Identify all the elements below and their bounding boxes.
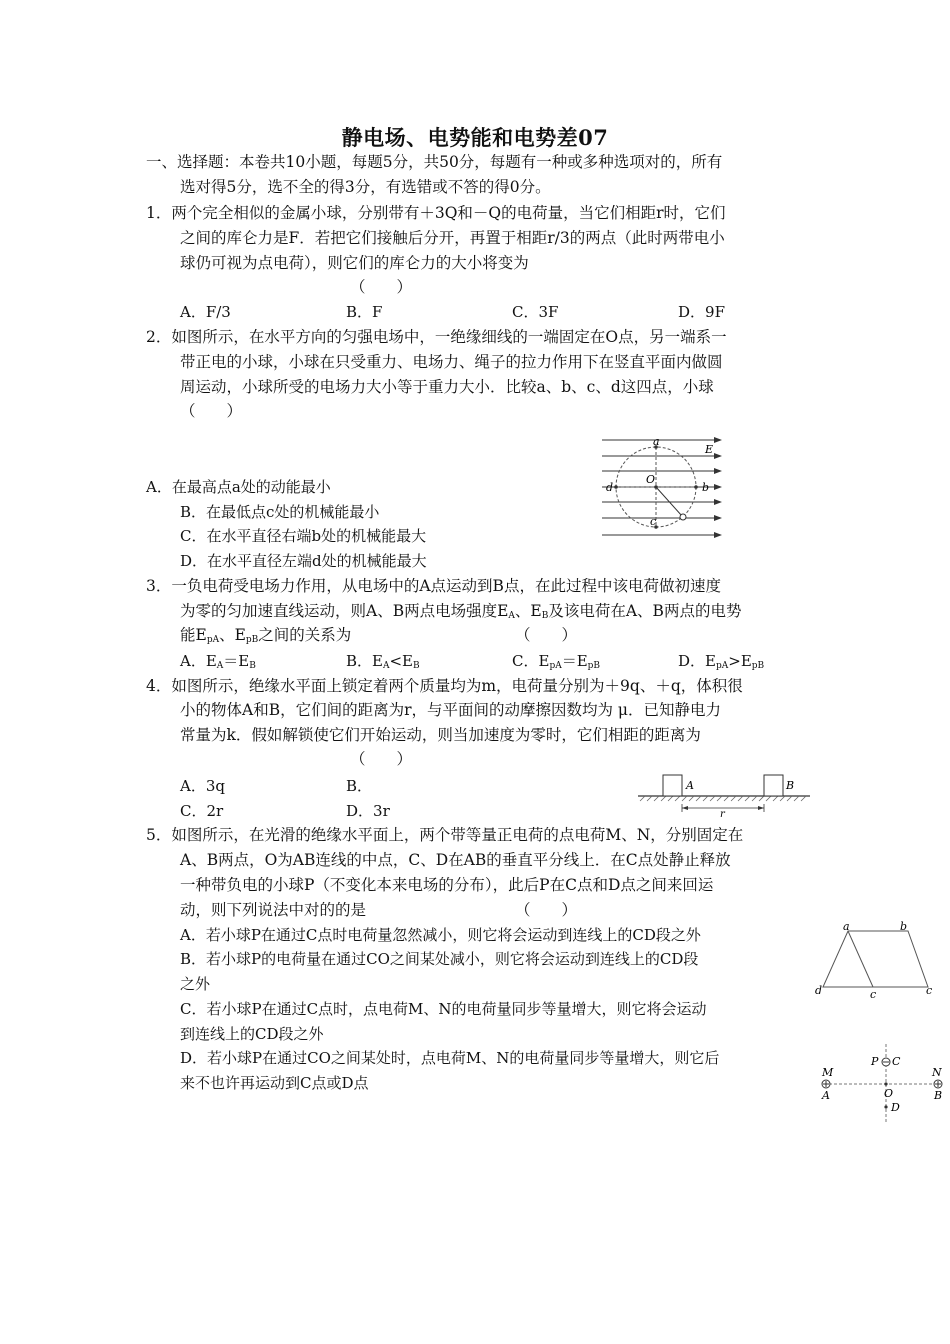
q3-option-b-text-2: <E	[389, 652, 414, 670]
q3-line-3	[180, 623, 351, 652]
q2-line-2: 带正电的小球，小球在只受重力、电场力、绳子的拉力作用下在竖直平面内做圆	[180, 353, 723, 371]
trap-label-c-right: c	[926, 984, 933, 997]
q3-option-d-text: D．E	[678, 652, 716, 670]
q3-option-a-sub-1: A	[216, 661, 224, 671]
q2-option-d: D．在水平直径左端d处的机械能最大	[180, 552, 427, 570]
q5-label-n: N	[932, 1066, 942, 1079]
q5-option-c-cont: 到连线上的CD段之外	[180, 1025, 324, 1043]
q3-line-3-text-a: 能E	[180, 626, 207, 644]
q3-option-a-text: A．E	[180, 652, 217, 670]
q2-answer-paren: （ ）	[180, 402, 243, 420]
q2-label-e: E	[705, 443, 714, 456]
q3-option-b-sub-2: B	[413, 661, 420, 671]
q5-charges-figure	[814, 1040, 944, 1126]
q2-label-b: b	[702, 481, 710, 494]
q3-option-c-text-2: ＝E	[561, 652, 588, 670]
q4-line-2: 小的物体A和B，它们间的距离为r，与平面间的动摩擦因数均为 μ．已知静电力	[180, 701, 721, 719]
q1-option-a: A．F/3	[180, 303, 231, 321]
section-intro-line-2: 选对得5分，选不全的得3分，有选错或不答的得0分。	[180, 178, 551, 196]
q3-option-a-text-2: ＝E	[223, 652, 250, 670]
q2-label-d: d	[606, 481, 614, 494]
q3-line-2-sub-1: A	[508, 611, 515, 621]
q3-line-2-text-b: 、E	[514, 602, 542, 620]
q3-option-c-sub-1: pA	[549, 661, 562, 671]
trap-label-d: d	[815, 984, 823, 997]
trap-label-b: b	[900, 920, 908, 933]
q5-line-2: A、B两点，O为AB连线的中点，C、D在AB的垂直平分线上．在C点处静止释放	[180, 851, 731, 869]
q4-option-a: A．3q	[180, 777, 225, 795]
q2-option-b: B．在最低点c处的机械能最小	[180, 503, 380, 521]
q3-line-2-text-c: 及该电荷在A、B两点的电势	[548, 602, 742, 620]
q5-option-a: A．若小球P在通过C点时电荷量忽然减小，则它将会运动到连线上的CD段之外	[180, 926, 701, 944]
q5-label-a: A	[822, 1089, 830, 1102]
q4-line-3: 常量为k．假如解锁使它们开始运动，则当加速度为零时，它们相距的距离为	[180, 726, 701, 744]
q4-option-c: C．2r	[180, 802, 224, 820]
q5-line-4: 动，则下列说法中对的的是	[180, 901, 367, 919]
q3-answer-paren: （ ）	[515, 626, 578, 644]
q5-label-o: O	[884, 1087, 894, 1100]
q3-line-3-sub-2: pB	[245, 635, 259, 645]
q5-option-c: C．若小球P在通过C点时，点电荷M、N的电荷量同步等量增大，则它将会运动	[180, 1000, 707, 1018]
q2-label-o: O	[646, 473, 656, 486]
q3-line-2-sub-2: B	[541, 611, 549, 621]
q2-field-circle-figure	[598, 434, 728, 546]
q4-line-1: 4．如图所示，绝缘水平面上锁定着两个质量均为m，电荷量分别为＋9q、＋q，体积很	[146, 677, 743, 695]
q4-answer-paren: （ ）	[350, 750, 413, 768]
page-title: 静电场、电势能和电势差07	[341, 125, 609, 150]
q3-line-2-text-a: 为零的匀加速直线运动，则A、B两点电场强度E	[180, 602, 509, 620]
q5-label-c: C	[892, 1055, 901, 1068]
trap-label-c: c	[870, 988, 877, 1001]
q3-option-a-sub-2: B	[249, 661, 256, 671]
q3-line-1: 3．一负电荷受电场力作用，从电场中的A点运动到B点，在此过程中该电荷做初速度	[146, 577, 721, 595]
q5-label-m: M	[822, 1066, 834, 1079]
q1-line-3: 球仍可视为点电荷），则它们的库仑力的大小将变为	[180, 254, 529, 272]
q3-line-3-text-c: 之间的关系为	[258, 626, 352, 644]
q4-blocks-figure	[636, 768, 812, 818]
q1-option-c: C．3F	[512, 303, 559, 321]
trap-label-a: a	[843, 920, 850, 933]
q3-option-d-text-2: >E	[728, 652, 752, 670]
q3-option-d-sub-1: pA	[715, 661, 729, 671]
q1-line-2: 之间的库仑力是F．若把它们接触后分开，再置于相距r/3的两点（此时两带电小	[180, 229, 725, 247]
q4-option-b: B．	[346, 777, 373, 795]
q3-option-d-sub-2: pB	[751, 661, 765, 671]
q4-label-r: r	[720, 809, 725, 818]
q5-label-b: B	[934, 1089, 943, 1102]
q1-option-b: B．F	[346, 303, 383, 321]
q5-line-1: 5．如图所示，在光滑的绝缘水平面上，两个带等量正电荷的点电荷M、N，分别固定在	[146, 826, 744, 844]
q2-option-c: C．在水平直径右端b处的机械能最大	[180, 527, 427, 545]
q5-option-b: B．若小球P的电荷量在通过CO之间某处减小，则它将会运动到连线上的CD段	[180, 950, 699, 968]
trapezoid-figure	[812, 920, 938, 1002]
q1-option-d: D．9F	[678, 303, 725, 321]
q5-label-p: P	[871, 1055, 879, 1068]
q2-label-a: a	[653, 435, 660, 448]
q3-option-b-text: B．E	[346, 652, 383, 670]
q5-option-d: D．若小球P在通过CO之间某处时，点电荷M、N的电荷量同步等量增大，则它后	[180, 1049, 720, 1067]
q1-line-1: 1．两个完全相似的金属小球，分别带有＋3Q和－Q的电荷量，当它们相距r时，它们	[146, 204, 726, 222]
section-intro-line-1: 一、选择题：本卷共10小题，每题5分，共50分，每题有一种或多种选项对的，所有	[146, 153, 723, 171]
q5-option-d-cont: 来不也许再运动到C点或D点	[180, 1074, 369, 1092]
q2-line-1: 2．如图所示，在水平方向的匀强电场中，一绝缘细线的一端固定在O点，另一端系一	[146, 328, 727, 346]
q2-line-3: 周运动，小球所受的电场力大小等于重力大小．比较a、b、c、d这四点，小球	[180, 378, 714, 396]
q4-label-a: A	[686, 779, 694, 792]
q3-line-3-text-b: 、E	[219, 626, 246, 644]
q5-label-d: D	[891, 1101, 900, 1114]
q5-answer-paren: （ ）	[515, 901, 578, 919]
q2-label-c: c	[650, 515, 657, 528]
q4-option-d: D．3r	[346, 802, 390, 820]
q5-option-b-cont: 之外	[180, 975, 211, 993]
q3-option-b-sub-1: A	[382, 661, 390, 671]
q3-line-3-sub-1: pA	[206, 635, 220, 645]
q3-option-c-sub-2: pB	[587, 661, 601, 671]
q1-answer-paren: （ ）	[350, 278, 413, 296]
q4-label-b: B	[786, 779, 795, 792]
q3-option-c-text: C．E	[512, 652, 550, 670]
q2-option-a: A．在最高点a处的动能最小	[146, 478, 331, 496]
q5-line-3: 一种带负电的小球P（不变化本来电场的分布），此后P在C点和D点之间来回运	[180, 876, 714, 894]
